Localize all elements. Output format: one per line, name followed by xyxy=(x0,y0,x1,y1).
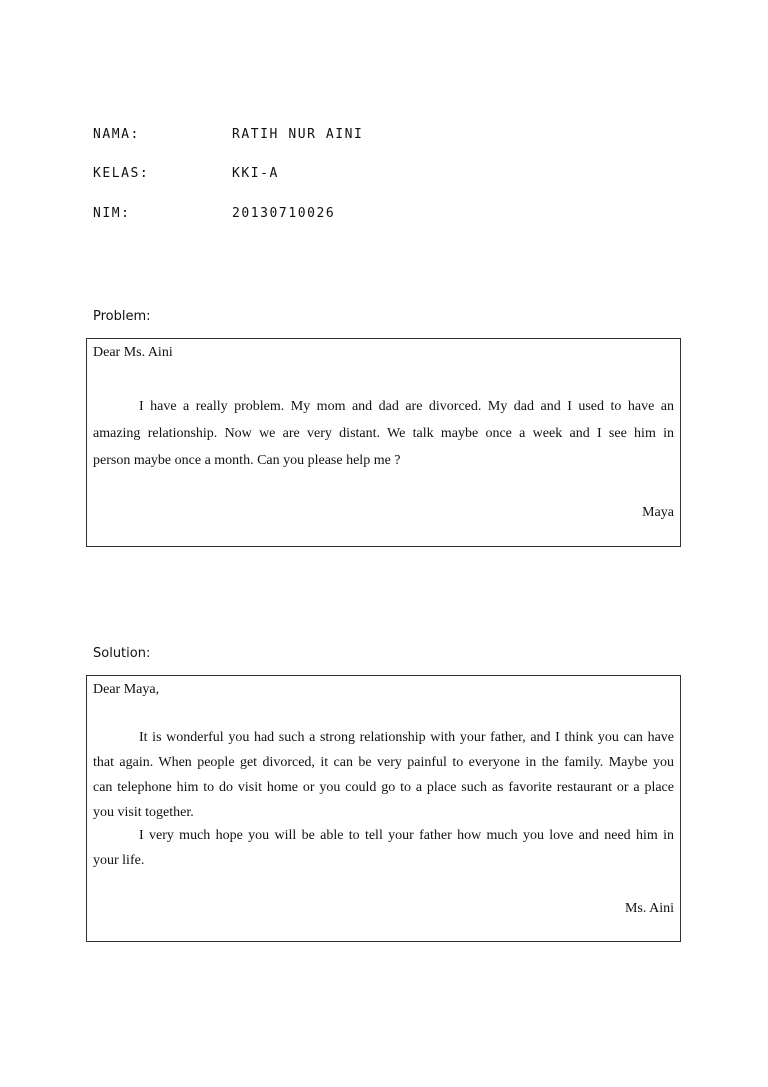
nim-label: NIM: xyxy=(93,206,131,221)
problem-line: amazing relationship. Now we are very distant. We talk maybe once a week and I see him in xyxy=(93,426,674,441)
problem-signature: Maya xyxy=(642,505,674,520)
solution-box xyxy=(86,675,681,942)
class-label: KELAS: xyxy=(93,166,150,181)
solution-line: that again. When people get divorced, it can be very painful to everyone in the family. Maybe you xyxy=(93,755,674,770)
solution-line: you visit together. xyxy=(93,805,194,820)
solution-label: Solution: xyxy=(93,646,151,661)
class-value: KKI-A xyxy=(232,166,279,181)
solution-line: It is wonderful you had such a strong relationship with your father, and I think you can have xyxy=(139,730,674,745)
problem-line: I have a really problem. My mom and dad are divorced. My dad and I used to have an xyxy=(139,399,674,414)
solution-greeting: Dear Maya, xyxy=(93,682,160,697)
problem-box xyxy=(86,338,681,547)
name-value: RATIH NUR AINI xyxy=(232,127,364,142)
solution-line: I very much hope you will be able to tell your father how much you love and need him in xyxy=(139,828,674,843)
solution-line: can telephone him to do visit home or you could go to a place such as favorite restaurant or a place xyxy=(93,780,674,795)
problem-label: Problem: xyxy=(93,309,151,324)
nim-value: 20130710026 xyxy=(232,206,336,221)
solution-line: your life. xyxy=(93,853,145,868)
solution-signature: Ms. Aini xyxy=(624,901,674,916)
name-label: NAMA: xyxy=(93,127,140,142)
problem-greeting: Dear Ms. Aini xyxy=(93,345,173,360)
problem-line: person maybe once a month. Can you please help me ? xyxy=(93,453,401,468)
